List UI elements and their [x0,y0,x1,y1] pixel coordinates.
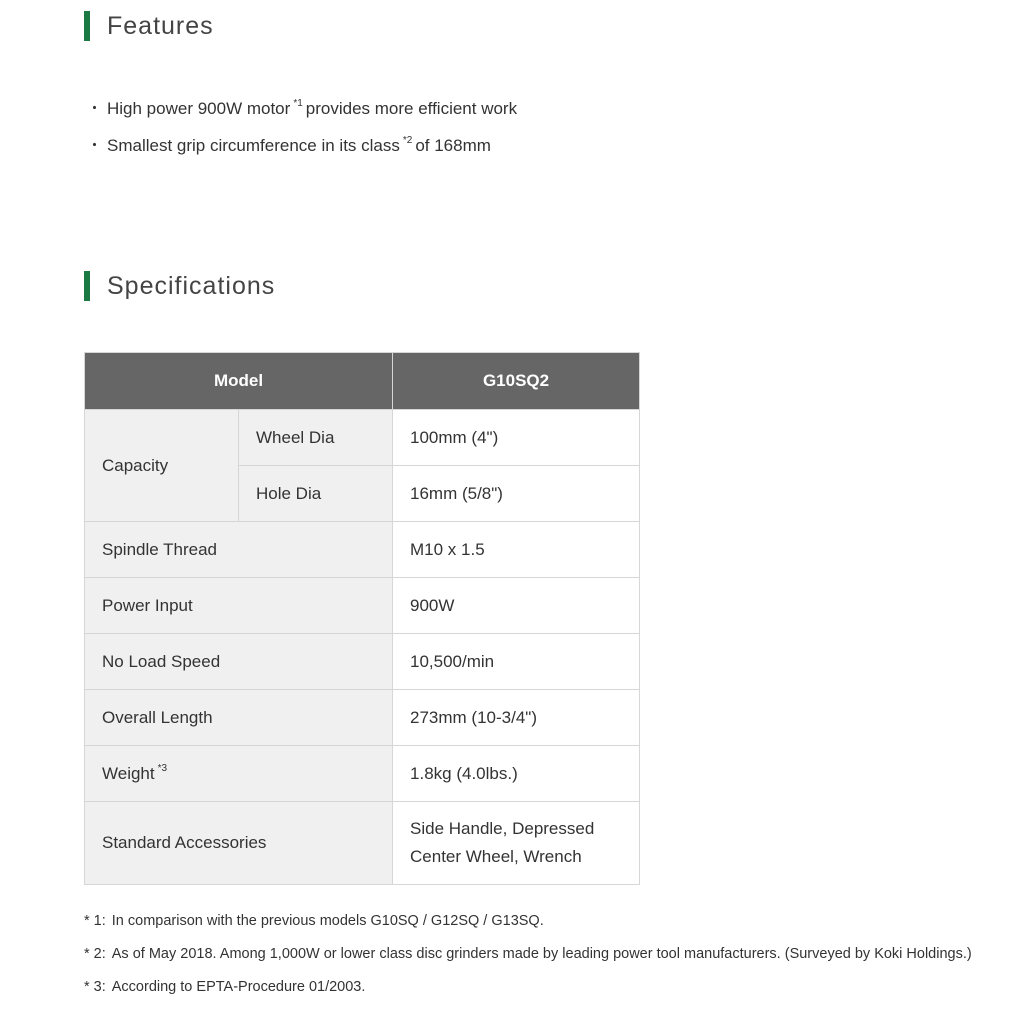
footnote-ref: *3 [157,762,168,774]
spec-label: Standard Accessories [85,802,393,885]
footnote-ref: *1 [293,98,303,109]
spec-value: 100mm (4") [393,410,640,466]
spec-value: M10 x 1.5 [393,522,640,578]
feature-text: of 168mm [415,136,491,155]
table-row [85,746,640,802]
table-header-row [85,353,640,410]
spec-value: 273mm (10-3/4") [393,690,640,746]
spec-sublabel: Hole Dia [239,466,393,522]
table-row [85,522,640,578]
spec-value: 1.8kg (4.0lbs.) [393,746,640,802]
spec-label: Spindle Thread [85,522,393,578]
table-row [85,802,640,885]
table-row [85,410,640,466]
spec-value: 900W [393,578,640,634]
model-header: Model [85,353,393,410]
bullet: ・ [86,99,103,118]
specifications-heading: Specifications [84,271,275,301]
footnote-text: According to EPTA-Procedure 01/2003. [111,979,366,995]
spec-value-line: Center Wheel, Wrench [410,847,582,866]
footnote-text: In comparison with the previous models G10SQ / G12SQ / G13SQ. [111,913,544,929]
spec-value: 16mm (5/8") [393,466,640,522]
footnote [84,938,972,971]
spec-label: No Load Speed [85,634,393,690]
footnote [84,905,972,938]
spec-label: Overall Length [85,690,393,746]
spec-table [84,352,640,885]
footnote-ref: *2 [402,135,413,146]
spec-value-line: Side Handle, Depressed [410,819,595,838]
features-heading: Features [84,11,214,41]
bullet: ・ [86,136,103,155]
capacity-label: Capacity [85,410,239,522]
spec-label: Weight [102,763,155,783]
spec-value-cell [393,802,640,885]
feature-item [86,127,517,164]
table-row [85,690,640,746]
footnote [84,971,972,1004]
table-row [85,634,640,690]
feature-item [86,90,517,127]
footnote-mark: * 1: [84,913,106,929]
footnotes [84,905,972,1004]
footnote-mark: * 3: [84,979,106,995]
footnote-text: As of May 2018. Among 1,000W or lower class disc grinders made by leading power tool manufacturers. (Surveyed by Koki Holdings.) [111,946,972,962]
spec-sublabel: Wheel Dia [239,410,393,466]
feature-list [86,90,517,164]
feature-text: Smallest grip circumference in its class [107,136,400,155]
feature-text: High power 900W motor [107,99,291,118]
spec-label: Power Input [85,578,393,634]
spec-value: 10,500/min [393,634,640,690]
footnote-mark: * 2: [84,946,106,962]
model-value-header: G10SQ2 [393,353,640,410]
table-row [85,578,640,634]
spec-label-cell [85,746,393,802]
feature-text: provides more efficient work [305,99,518,118]
